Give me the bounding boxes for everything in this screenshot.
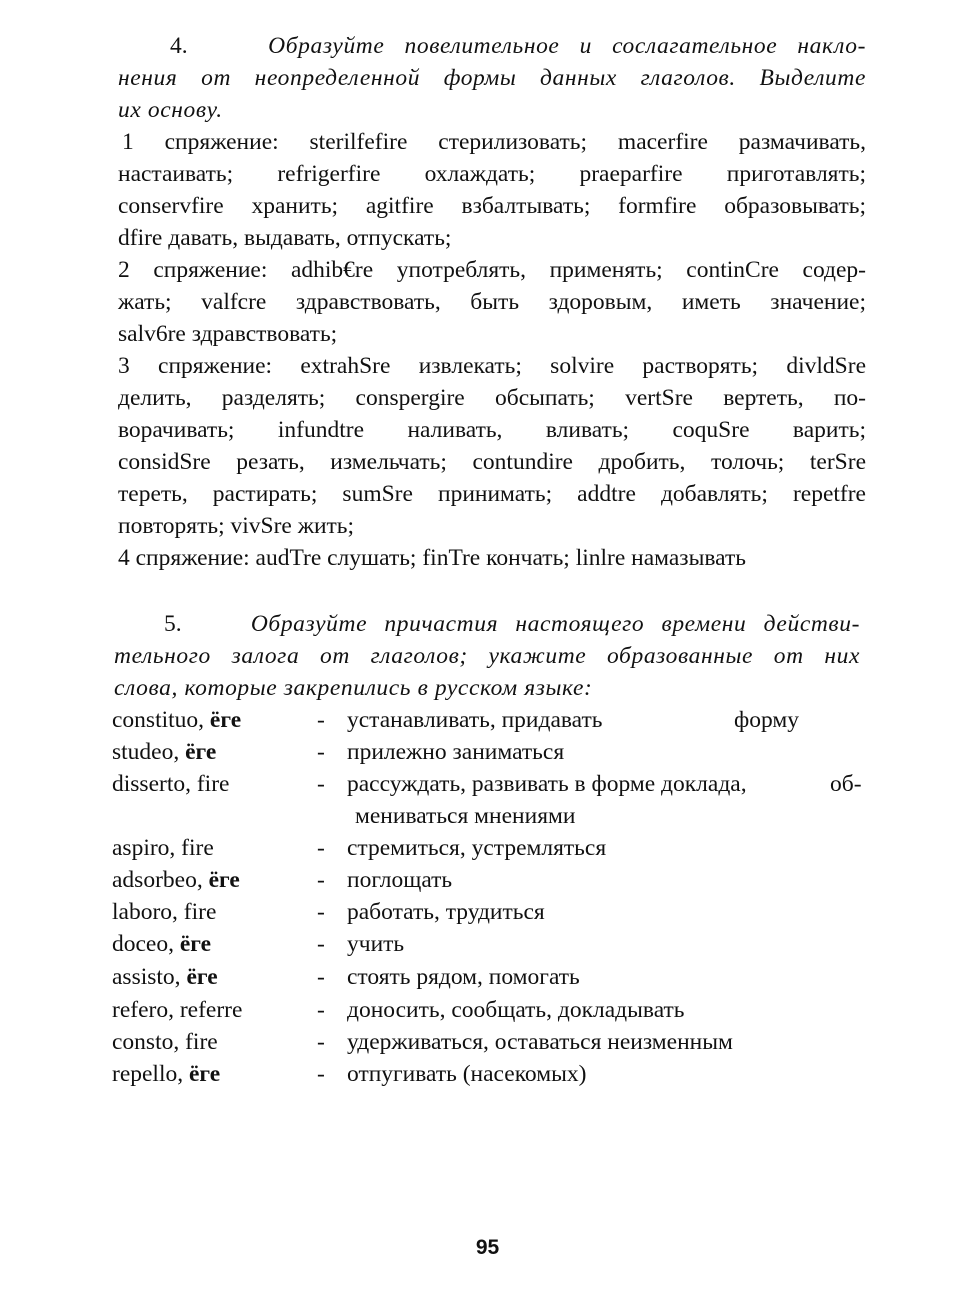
dash: - [317, 835, 325, 861]
dash: - [317, 707, 325, 733]
page-number: 95 [475, 1236, 500, 1259]
verb-meaning: удерживаться, оставаться неизменным [347, 1029, 733, 1055]
verb-ending: ёге [209, 707, 242, 733]
dash: - [317, 1029, 325, 1055]
verb-ending: ёге [208, 867, 240, 893]
verb-meaning: поглощать [347, 867, 453, 893]
verb-row [112, 736, 872, 768]
task4-body-line: повторять; vivSre жить; [118, 513, 355, 539]
verb-row [112, 896, 872, 928]
task4-body-line: ворачивать; infundtre наливать, вливать; coquSre варить; [118, 417, 866, 443]
task4-body-line: salv6re здравствовать; [118, 321, 338, 347]
dash: - [317, 771, 325, 797]
task5-heading-line-3: слова, которые закрепились в русском языке: [114, 675, 593, 701]
task5-heading-line-1: 5. Образуйте причастия настоящего времени действи- [164, 611, 860, 637]
task4-heading-line-1: 4. Образуйте повелительное и сослагательное накло- [170, 33, 866, 59]
verb-meaning-continuation: мениваться мнениями [355, 803, 576, 829]
task4-body-line: жать; valfcre здравствовать, быть здоровым, иметь значение; [118, 289, 866, 315]
task5-number: 5. [164, 611, 182, 637]
verb-row [112, 832, 872, 864]
verb-meaning: учить [347, 931, 405, 957]
verb-form: studeo, [112, 739, 180, 765]
verb-form: laboro, fire [112, 899, 217, 925]
dash: - [317, 997, 325, 1023]
task4-body-line: 2 спряжение: adhib€re употреблять, применять; continCre содер- [118, 257, 866, 283]
verb-meaning: прилежно заниматься [347, 739, 565, 765]
verb-row [112, 928, 872, 960]
task4-heading-line-3: их основу. [118, 97, 223, 123]
verb-meaning-extra: об- [830, 771, 862, 797]
verb-ending: ёге [189, 1061, 221, 1087]
verb-form: disserto, fire [112, 771, 230, 797]
verb-row [112, 961, 872, 993]
verb-meaning: работать, трудиться [347, 899, 545, 925]
task4-body-line: тереть, растирать; sumSre принимать; addtre добавлять; repetfre [118, 481, 866, 507]
verb-form: aspiro, fire [112, 835, 214, 861]
verb-meaning-extra: форму [734, 707, 799, 733]
task4-body-line: 4 спряжение: audTre слушать; finTre кончать; linlre намазывать [118, 545, 746, 571]
task4-number: 4. [170, 33, 188, 59]
verb-row [112, 768, 872, 800]
task4-body-line: conservfire хранить; agitfire взбалтывать; formfire образовывать; [118, 193, 866, 219]
verb-form: repello, [112, 1061, 184, 1087]
task4-body-line: 1 спряжение: sterilfefire стерилизовать; macerfire размачивать, [122, 129, 866, 155]
verb-meaning: отпугивать (насекомых) [347, 1061, 587, 1087]
verb-row [112, 1026, 872, 1058]
task4-heading-line-2: нения от неопределенной формы данных глаголов. Выделите [118, 65, 866, 91]
dash: - [317, 1061, 325, 1087]
verb-row [112, 994, 872, 1026]
verb-row [112, 1058, 872, 1090]
dash: - [317, 931, 325, 957]
task4-body-line: dfire давать, выдавать, отпускать; [118, 225, 452, 251]
verb-row [112, 864, 872, 896]
verb-meaning: рассуждать, развивать в форме доклада, [347, 771, 747, 797]
verb-ending: ёге [185, 739, 217, 765]
dash: - [317, 899, 325, 925]
task5-heading-line-2: тельного залога от глаголов; укажите образованные от них [114, 643, 860, 669]
verb-meaning: стоять рядом, помогать [347, 964, 580, 990]
verb-meaning: стремиться, устремляться [347, 835, 607, 861]
verb-form: doceo, [112, 931, 174, 957]
verb-form: consto, fire [112, 1029, 218, 1055]
task4-body-line: настаивать; refrigerfire охлаждать; praeparfire приготавлять; [118, 161, 866, 187]
task4-body-line: делить, разделять; conspergire обсыпать; vertSre вертеть, по- [118, 385, 866, 411]
task4-body-line: considSre резать, измельчать; contundire дробить, толочь; terSre [118, 449, 866, 475]
dash: - [317, 964, 325, 990]
verb-form: refero, referre [112, 997, 243, 1023]
verb-ending: ёге [186, 964, 218, 990]
verb-row [112, 704, 872, 736]
verb-form: adsorbeo, [112, 867, 203, 893]
verb-form: constituo, [112, 707, 205, 733]
verb-meaning: доносить, сообщать, докладывать [347, 997, 685, 1023]
dash: - [317, 739, 325, 765]
verb-meaning: устанавливать, придавать [347, 707, 603, 733]
dash: - [317, 867, 325, 893]
task4-body-line: 3 спряжение: extrahSre извлекать; solvire растворять; divldSre [118, 353, 866, 379]
verb-form: assisto, [112, 964, 181, 990]
verb-ending: ёге [179, 931, 212, 957]
